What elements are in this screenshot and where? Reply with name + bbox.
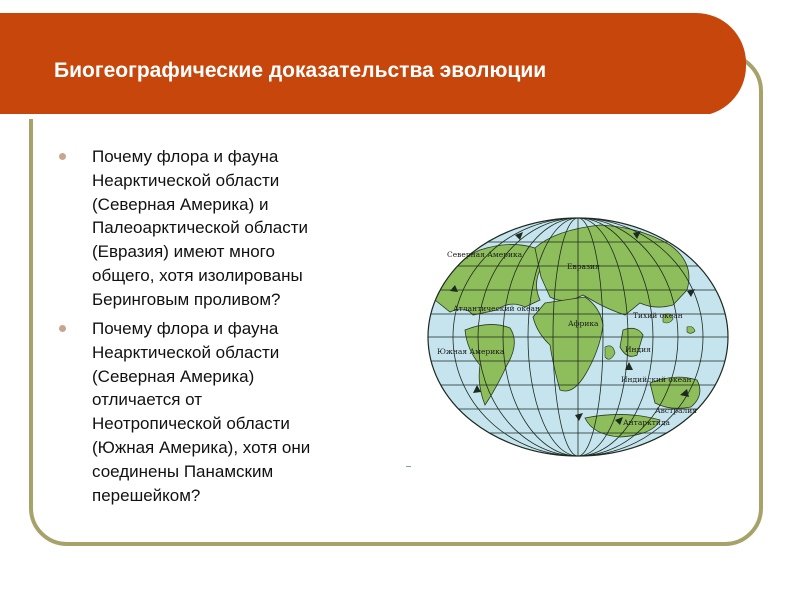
- label-eurasia: Евразия: [567, 262, 600, 271]
- slide-title: Биогеографические доказательства эволюции: [54, 59, 547, 82]
- label-india: Индия: [625, 345, 651, 354]
- label-antarctica: Антарктида: [623, 418, 671, 427]
- pangaea-map: [425, 215, 731, 459]
- label-south-america: Южная Америка: [437, 347, 505, 356]
- label-indian-ocean: Индийский океан: [621, 375, 692, 384]
- bullet-dot: [59, 325, 66, 332]
- title-underline: [0, 114, 711, 119]
- label-africa: Африка: [568, 319, 599, 328]
- bullet-dot: [59, 153, 66, 160]
- decorative-mark: [406, 466, 411, 467]
- bullet-text: Почему флора и фауна Неарктической области (Северная Америка) и Палеоарктической области (Евразия) имеют много общего, хотя изолированы Беринговым проливом?: [92, 147, 309, 309]
- bullet-item: [59, 145, 349, 315]
- label-north-america: Северная Америка: [447, 250, 523, 259]
- bullet-text: Почему флора и фауна Неарктической области (Северная Америка) отличается от Неотропической области (Южная Америка), хотя они соединены Панамским перешейком?: [92, 319, 311, 505]
- label-atlantic: Атлантический океан: [453, 304, 540, 313]
- label-pacific: Тихий океан: [633, 311, 683, 320]
- title-banner: [0, 13, 746, 116]
- label-australia: Австралия: [655, 406, 698, 415]
- bullet-item: [59, 317, 349, 512]
